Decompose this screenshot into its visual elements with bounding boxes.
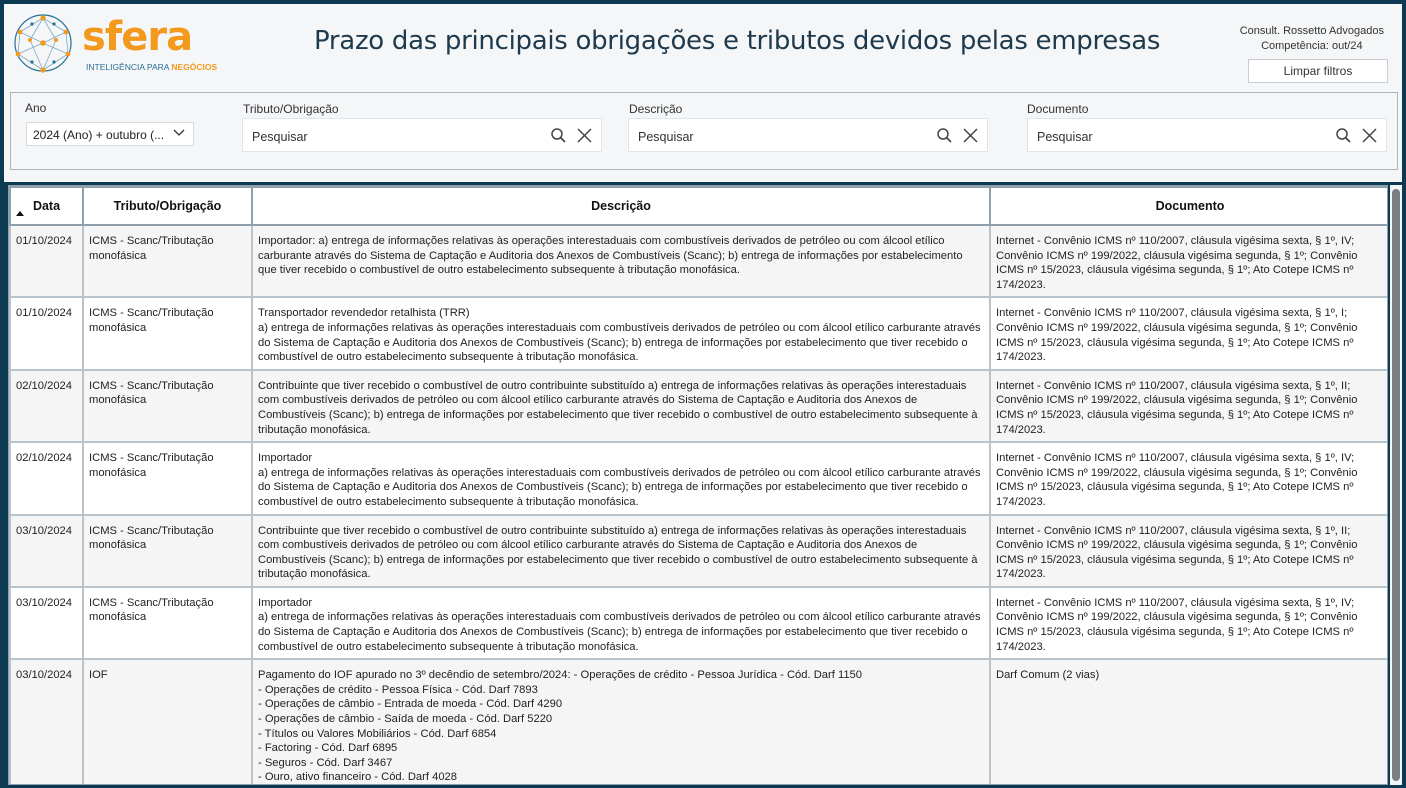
cell-documento: Internet - Convênio ICMS nº 110/2007, cláusula vigésima sexta, § 1º, IV; Convênio ICMS nº 199/2022, cláusula vigésima segunda, § 1º; Convênio ICMS nº 15/2023, cláusula vigésima segunda, § 1º; Ato Cotepe ICMS nº 174/2023. (990, 587, 1388, 659)
cell-data: 03/10/2024 (10, 515, 83, 587)
search-icon[interactable] (550, 127, 567, 144)
search-placeholder: Pesquisar (252, 130, 308, 144)
cell-documento: Internet - Convênio ICMS nº 110/2007, cláusula vigésima sexta, § 1º, II; Convênio ICMS nº 199/2022, cláusula vigésima segunda, § 1º; Convênio ICMS nº 15/2023, cláusula vigésima segunda, § 1º; Ato Cotepe ICMS nº 174/2023. (990, 515, 1388, 587)
tributo-search-input[interactable] (242, 118, 602, 152)
ano-label: Ano (25, 101, 47, 115)
cell-tributo: ICMS - Scanc/Tributação monofásica (83, 225, 252, 297)
consult-info (1240, 24, 1384, 54)
cell-documento: Internet - Convênio ICMS nº 110/2007, cláusula vigésima sexta, § 1º, II; Convênio ICMS nº 199/2022, cláusula vigésima segunda, § 1º; Convênio ICMS nº 15/2023, cláusula vigésima segunda, § 1º; Ato Cotepe ICMS nº 174/2023. (990, 370, 1388, 442)
cell-tributo: ICMS - Scanc/Tributação monofásica (83, 587, 252, 659)
close-icon[interactable] (1361, 127, 1378, 144)
ano-value: 2024 (Ano) + outubro (... (33, 128, 165, 142)
header (4, 4, 1402, 182)
table-row[interactable] (10, 370, 1388, 442)
cell-data: 03/10/2024 (10, 659, 83, 785)
brand-tagline: INTELIGÊNCIA PARA NEGÓCIOS (86, 62, 218, 72)
descricao-search-input[interactable] (628, 118, 988, 152)
close-icon[interactable] (576, 127, 593, 144)
cell-documento: Internet - Convênio ICMS nº 110/2007, cláusula vigésima sexta, § 1º, IV; Convênio ICMS nº 199/2022, cláusula vigésima segunda, § 1º; Convênio ICMS nº 15/2023, cláusula vigésima segunda, § 1º; Ato Cotepe ICMS nº 174/2023. (990, 225, 1388, 297)
cell-data: 01/10/2024 (10, 297, 83, 369)
cell-data: 02/10/2024 (10, 370, 83, 442)
cell-data: 02/10/2024 (10, 442, 83, 514)
cell-descricao: Contribuinte que tiver recebido o combustível de outro contribuinte substituído a) entrega de informações relativas às operações interestaduais com combustíveis derivados de petróleo ou com álcool etílico carburante através do Sistema de Captação e Auditoria dos Anexos de Combustíveis (Scanc); b) entrega de informações por estabelecimento que tiver recebido o combustível de outro estabelecimento subsequente à tributação monofásica. (252, 515, 990, 587)
cell-tributo: ICMS - Scanc/Tributação monofásica (83, 515, 252, 587)
cell-descricao: Contribuinte que tiver recebido o combustível de outro contribuinte substituído a) entrega de informações relativas às operações interestaduais com combustíveis derivados de petróleo ou com álcool etílico carburante através do Sistema de Captação e Auditoria dos Anexos de Combustíveis (Scanc); b) entrega de informações por estabelecimento que tiver recebido o combustível de outro estabelecimento subsequente à tributação monofásica. (252, 370, 990, 442)
cell-descricao: Transportador revendedor retalhista (TRR) a) entrega de informações relativas às operações interestaduais com combustíveis derivados de petróleo ou com álcool etílico carburante através do Sistema de Captação e Auditoria dos Anexos de Combustíveis (Scanc); b) entrega de informações por estabelecimento que tiver recebido o combustível de outro estabelecimento subsequente à tributação monofásica. (252, 297, 990, 369)
column-header-documento[interactable]: Documento (990, 187, 1388, 225)
documento-search-input[interactable] (1027, 118, 1387, 152)
chevron-down-icon (172, 126, 186, 140)
search-icon[interactable] (1335, 127, 1352, 144)
column-header-tributo[interactable]: Tributo/Obrigação (83, 187, 252, 225)
cell-data: 03/10/2024 (10, 587, 83, 659)
cell-tributo: ICMS - Scanc/Tributação monofásica (83, 370, 252, 442)
cell-documento: Internet - Convênio ICMS nº 110/2007, cláusula vigésima sexta, § 1º, IV; Convênio ICMS nº 199/2022, cláusula vigésima segunda, § 1º; Convênio ICMS nº 15/2023, cláusula vigésima segunda, § 1º; Ato Cotepe ICMS nº 174/2023. (990, 442, 1388, 514)
tributo-label: Tributo/Obrigação (243, 102, 339, 116)
column-header-descricao[interactable]: Descrição (252, 187, 990, 225)
obligations-table (8, 185, 1388, 785)
descricao-label: Descrição (629, 102, 683, 116)
search-icon[interactable] (936, 127, 953, 144)
cell-descricao: Importador a) entrega de informações relativas às operações interestaduais com combustíveis derivados de petróleo ou com álcool etílico carburante através do Sistema de Captação e Auditoria dos Anexos de Combustíveis (Scanc); b) entrega de informações por estabelecimento que tiver recebido o combustível de outro estabelecimento subsequente à tributação monofásica. (252, 442, 990, 514)
cell-tributo: IOF (83, 659, 252, 785)
search-placeholder: Pesquisar (1037, 130, 1093, 144)
cell-documento: Darf Comum (2 vias) (990, 659, 1388, 785)
cell-tributo: ICMS - Scanc/Tributação monofásica (83, 442, 252, 514)
table-row[interactable] (10, 297, 1388, 369)
cell-descricao: Pagamento do IOF apurado no 3º decêndio de setembro/2024: - Operações de crédito - Pessoa Jurídica - Cód. Darf 1150 - Operações de crédito - Pessoa Física - Cód. Darf 7893 - Operações de câmbio - Entrada de moeda - Cód. Darf 4290 - Operações de câmbio - Saída de moeda - Cód. Darf 5220 - Títulos ou Valores Mobiliários - Cód. Darf 6854 - Factoring - Cód. Darf 6895 - Seguros - Cód. Darf 3467 - Ouro, ativo financeiro - Cód. Darf 4028 (252, 659, 990, 785)
clear-filters-button[interactable]: Limpar filtros (1248, 59, 1388, 83)
competencia: Competência: out/24 (1261, 40, 1363, 52)
brand-name: sfera (82, 14, 193, 60)
cell-data: 01/10/2024 (10, 225, 83, 297)
consult-firm: Consult. Rossetto Advogados (1239, 25, 1384, 37)
table-row[interactable] (10, 659, 1388, 785)
cell-tributo: ICMS - Scanc/Tributação monofásica (83, 297, 252, 369)
ano-dropdown[interactable] (26, 122, 194, 146)
column-header-data[interactable]: Data (10, 187, 83, 225)
page-title: Prazo das principais obrigações e tributos devidos pelas empresas (314, 26, 1161, 56)
scrollbar-thumb[interactable] (1392, 189, 1400, 781)
documento-label: Documento (1027, 102, 1089, 116)
table-row[interactable] (10, 225, 1388, 297)
cell-descricao: Importador: a) entrega de informações relativas às operações interestaduais com combustíveis derivados de petróleo ou com álcool etílico carburante através do Sistema de Captação e Auditoria dos Anexos de Combustíveis (Scanc); b) entrega de informações por estabelecimento que tiver recebido o combustível de outro estabelecimento subsequente à tributação monofásica. (252, 225, 990, 297)
table-scrollbar[interactable] (1390, 185, 1402, 785)
sort-ascending-icon (16, 211, 24, 216)
table-row[interactable] (10, 515, 1388, 587)
table-header-row (10, 187, 1388, 225)
close-icon[interactable] (962, 127, 979, 144)
table-row[interactable] (10, 587, 1388, 659)
cell-documento: Internet - Convênio ICMS nº 110/2007, cláusula vigésima sexta, § 1º, I; Convênio ICMS nº 199/2022, cláusula vigésima segunda, § 1º; Convênio ICMS nº 15/2023, cláusula vigésima segunda, § 1º; Ato Cotepe ICMS nº 174/2023. (990, 297, 1388, 369)
cell-descricao: Importador a) entrega de informações relativas às operações interestaduais com combustíveis derivados de petróleo ou com álcool etílico carburante através do Sistema de Captação e Auditoria dos Anexos de Combustíveis (Scanc); b) entrega de informações por estabelecimento que tiver recebido o combustível de outro estabelecimento subsequente à tributação monofásica. (252, 587, 990, 659)
search-placeholder: Pesquisar (638, 130, 694, 144)
table-row[interactable] (10, 442, 1388, 514)
globe-network-icon (10, 10, 78, 76)
sfera-logo (10, 10, 218, 80)
filters-panel (10, 92, 1398, 170)
